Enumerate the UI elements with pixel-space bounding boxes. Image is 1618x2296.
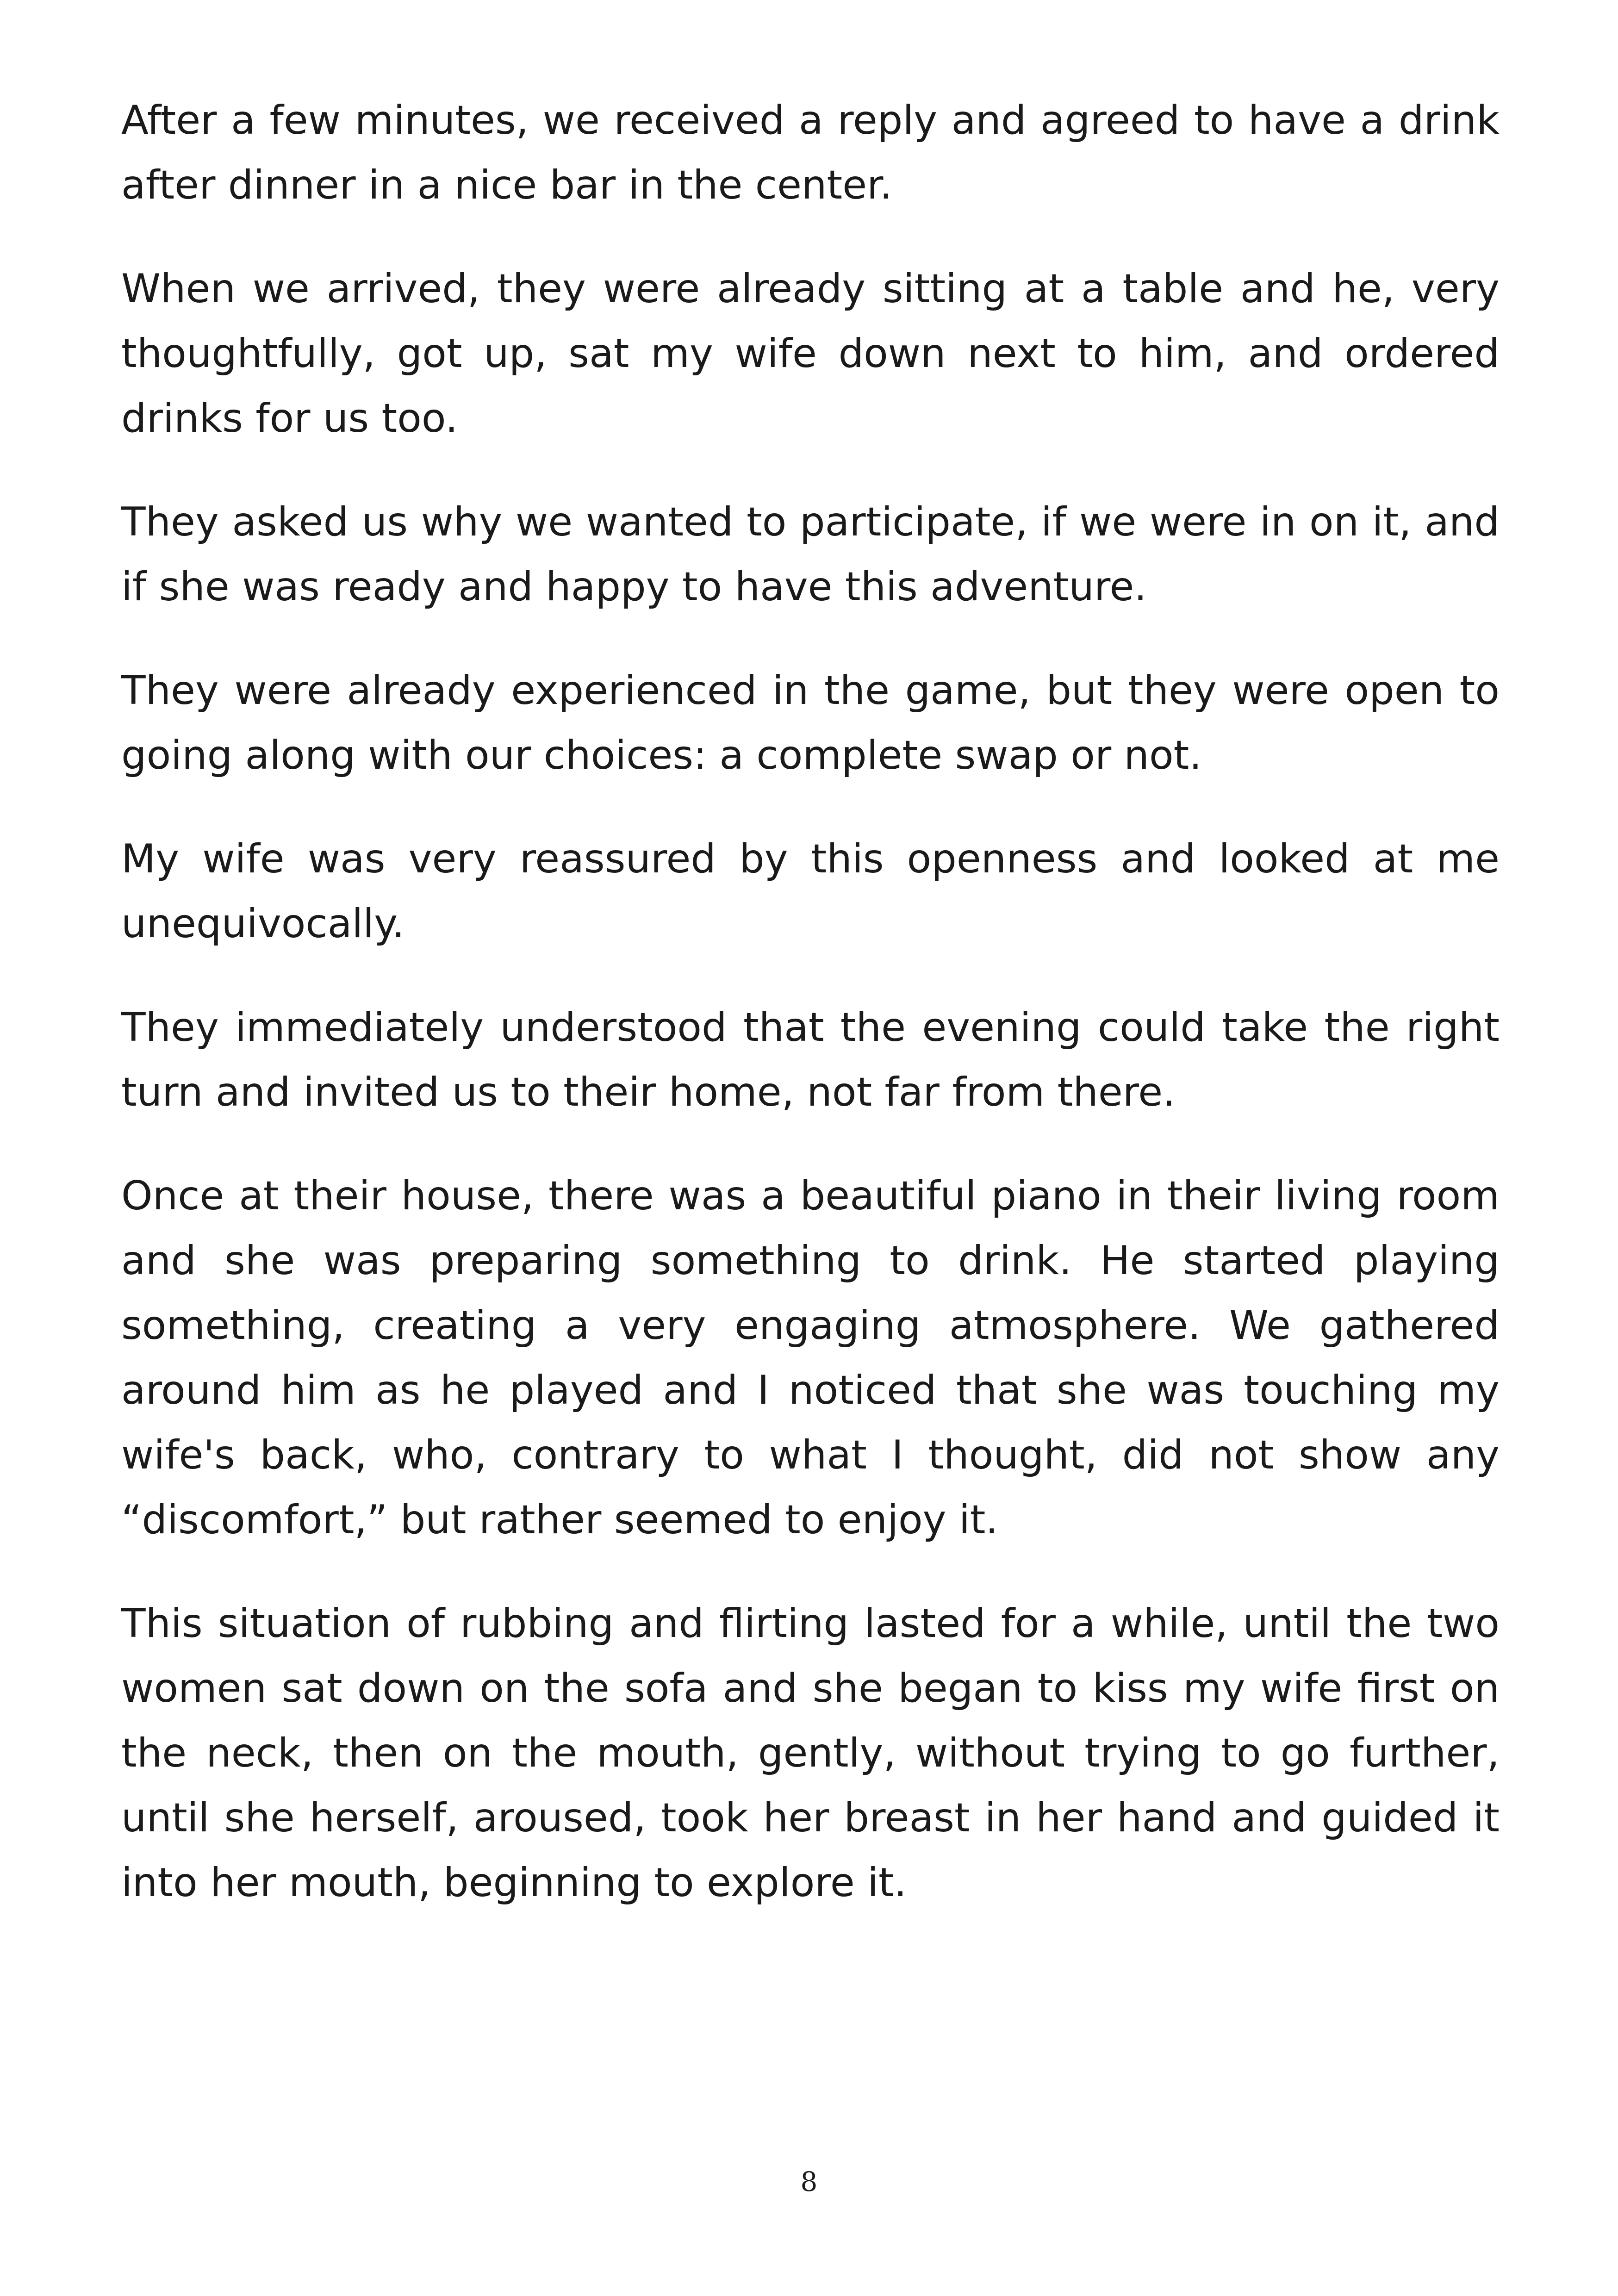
paragraph: They immediately understood that the evening could take the right turn and invited us to their home, not far from there. (121, 1004, 1500, 1115)
paragraph: They asked us why we wanted to participate, if we were in on it, and if she was ready and happy to have this adventure. (121, 499, 1500, 610)
paragraph: When we arrived, they were already sitting at a table and he, very thoughtfully, got up, sat my wife down next to him, and ordered drinks for us too. (121, 266, 1500, 442)
paragraph: After a few minutes, we received a reply and agreed to have a drink after dinner in a nice bar in the center. (121, 97, 1500, 208)
page-number: 8 (800, 2166, 818, 2197)
paragraph: This situation of rubbing and flirting lasted for a while, until the two women sat down on the sofa and she began to kiss my wife first on the neck, then on the mouth, gently, without trying to go further, until she herself, aroused, took her breast in her hand and guided it into her mouth, beginning to explore it. (121, 1600, 1500, 1906)
paragraph: They were already experienced in the game, but they were open to going along with our choices: a complete swap or not. (121, 667, 1500, 778)
paragraph: Once at their house, there was a beautiful piano in their living room and she was preparing something to drink. He started playing something, creating a very engaging atmosphere. We gathered around him as he played and I noticed that she was touching my wife's back, who, contrary to what I thought, did not show any “discomfort,” but rather seemed to enjoy it. (121, 1173, 1500, 1543)
paragraph: My wife was very reassured by this openness and looked at me unequivocally. (121, 836, 1500, 947)
body-text (121, 88, 1500, 1954)
